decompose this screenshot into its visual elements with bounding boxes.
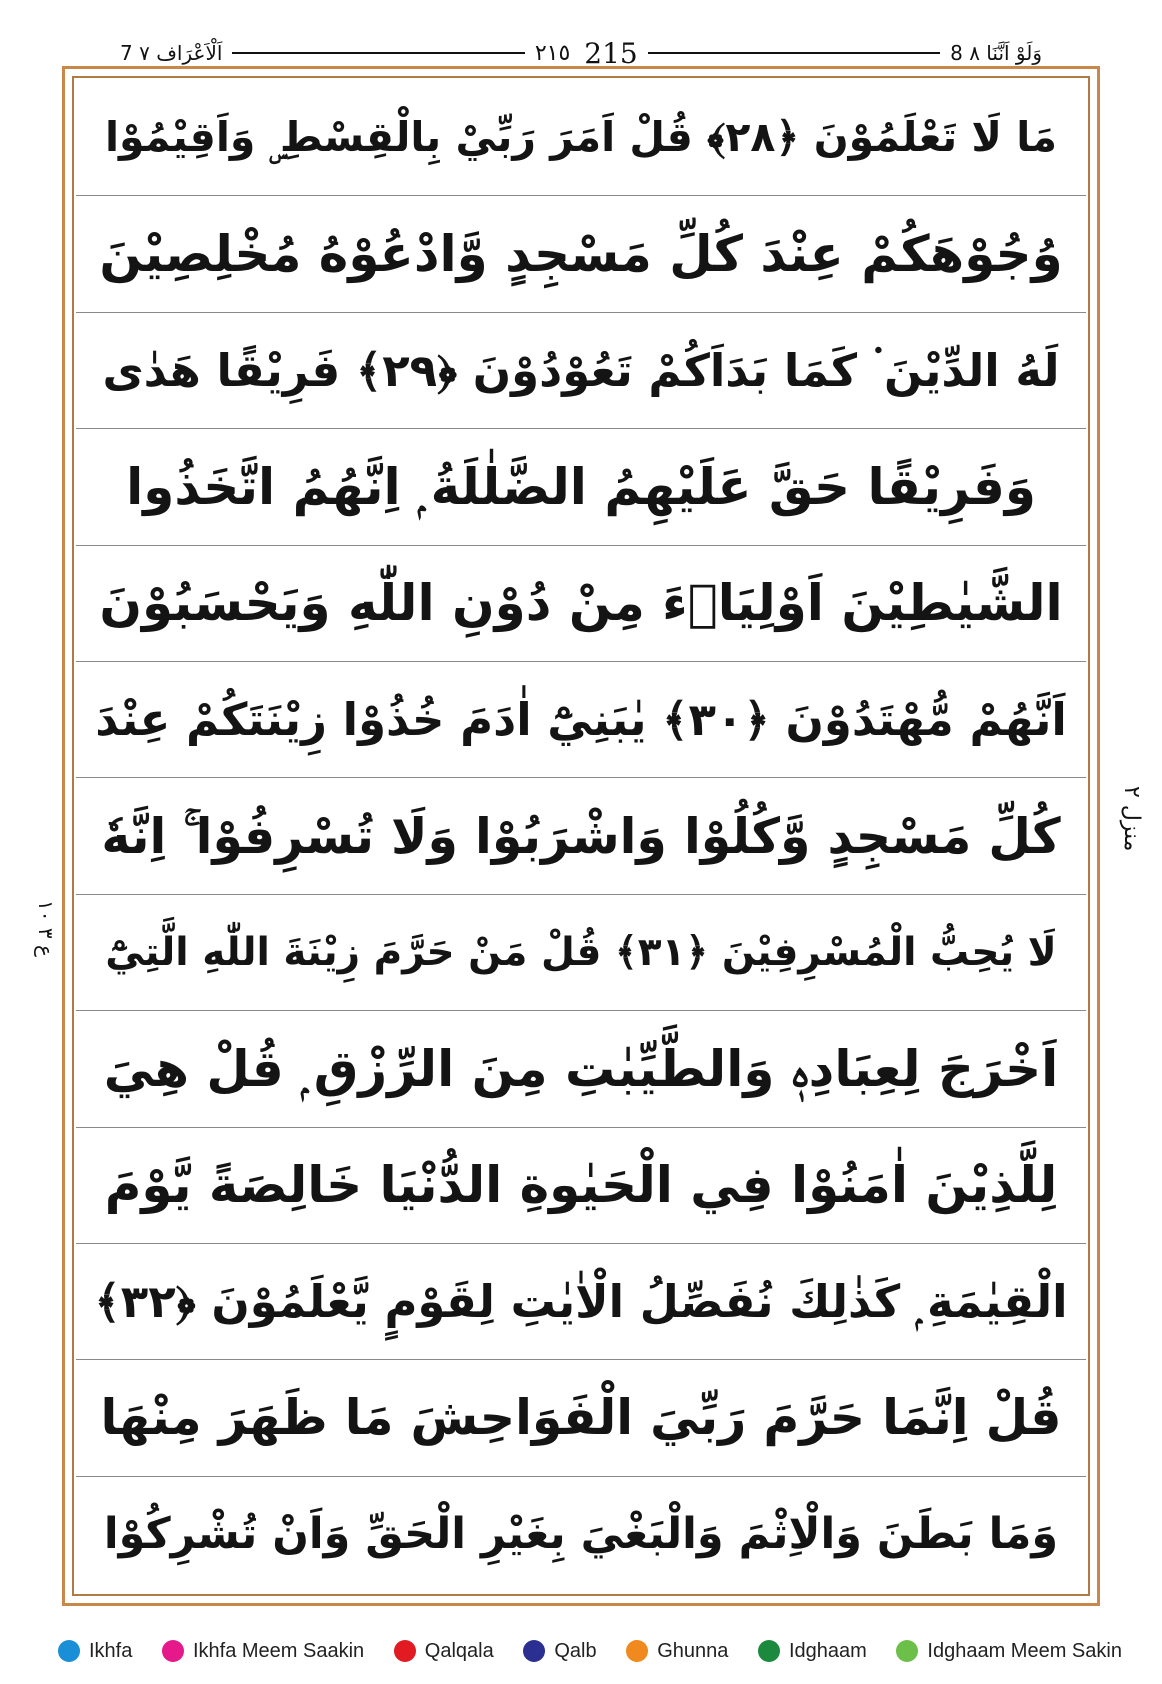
text-line	[76, 196, 1086, 312]
legend-label: Ikhfa Meem Saakin	[192, 1639, 365, 1662]
verse-line-text: كُلِّ مَسْجِدٍ وَّكُلُوْا وَاشْرَبُوْا وَلَا تُسْرِفُوْا ۚ اِنَّهٗ	[101, 807, 1061, 865]
legend-label: Ikhfa	[89, 1639, 133, 1662]
ruku-marker: ع ٣ ١٠	[34, 900, 58, 957]
verse-line-text: وُجُوْهَكُمْ عِنْدَ كُلِّ مَسْجِدٍ وَّادْعُوْهُ مُخْلِصِيْنَ	[99, 225, 1063, 284]
legend-dot-icon	[896, 1640, 918, 1662]
legend-dot-icon	[162, 1640, 184, 1662]
verse-line-text: لَا يُحِبُّ الْمُسْرِفِيْنَ ﴿٣١﴾ قُلْ مَنْ حَرَّمَ زِيْنَةَ اللّٰهِ الَّتِيْٓ	[105, 929, 1057, 975]
page-number-arabic: ٢١٥	[534, 40, 571, 66]
text-line	[76, 1360, 1086, 1476]
verse-line-text: وَفَرِيْقًا حَقَّ عَلَيْهِمُ الضَّلٰلَةُ ۭ اِنَّهُمُ اتَّخَذُوا	[126, 457, 1036, 516]
verse-line-text: اَنَّهُمْ مُّهْتَدُوْنَ ﴿٣٠﴾ يٰبَنِيْٓ اٰدَمَ خُذُوْا زِيْنَتَكُمْ عِنْدَ	[95, 693, 1067, 747]
legend-dot-icon	[523, 1640, 545, 1662]
text-line	[76, 1477, 1086, 1592]
verse-line-text: مَا لَا تَعْلَمُوْنَ ﴿٢٨﴾ قُلْ اَمَرَ رَبِّيْ بِالْقِسْطِ ۣ وَاَقِيْمُوْا	[104, 113, 1058, 162]
legend-item	[394, 1640, 494, 1663]
verse-line-text: لَهُ الدِّيْنَ ۬ كَمَا بَدَاَكُمْ تَعُوْدُوْنَ ﴿٢٩﴾ فَرِيْقًا هَدٰى	[102, 343, 1060, 397]
verse-line-text: قُلْ اِنَّمَا حَرَّمَ رَبِّيَ الْفَوَاحِشَ مَا ظَهَرَ مِنْهَا	[100, 1389, 1062, 1447]
text-line	[76, 546, 1086, 662]
text-line	[76, 80, 1086, 196]
page-header	[120, 38, 1042, 68]
legend-dot-icon	[58, 1640, 80, 1662]
text-line	[76, 1128, 1086, 1244]
text-line	[76, 662, 1086, 778]
legend-dot-icon	[626, 1640, 648, 1662]
legend-item	[523, 1640, 596, 1663]
verse-line-text: الْقِيٰمَةِ ۭ كَذٰلِكَ نُفَصِّلُ الْاٰيٰتِ لِقَوْمٍ يَّعْلَمُوْنَ ﴿٣٢﴾	[94, 1275, 1068, 1329]
tajweed-legend	[58, 1636, 1122, 1666]
legend-item	[758, 1640, 867, 1663]
text-line	[76, 1244, 1086, 1360]
text-line	[76, 895, 1086, 1011]
text-line	[76, 778, 1086, 894]
page-number-group	[535, 37, 638, 70]
quran-text-block	[76, 80, 1086, 1592]
legend-item	[58, 1640, 132, 1663]
legend-item	[896, 1640, 1122, 1663]
legend-label: Ghunna	[657, 1639, 729, 1662]
surah-label: 7 اَلْاَعْرَاف ٧	[120, 41, 223, 65]
legend-item	[626, 1640, 728, 1663]
header-rule-right	[648, 52, 940, 54]
legend-dot-icon	[394, 1640, 416, 1662]
text-line	[76, 313, 1086, 429]
text-line	[76, 1011, 1086, 1127]
legend-dot-icon	[758, 1640, 780, 1662]
legend-label: Idghaam Meem Sakin	[927, 1639, 1122, 1662]
manzil-marker: منزل ٢	[1119, 786, 1144, 852]
verse-line-text: وَمَا بَطَنَ وَالْاِثْمَ وَالْبَغْيَ بِغَيْرِ الْحَقِّ وَاَنْ تُشْرِكُوْا	[103, 1508, 1059, 1559]
header-rule-left	[232, 52, 524, 54]
verse-line-text: لِلَّذِيْنَ اٰمَنُوْا فِي الْحَيٰوةِ الدُّنْيَا خَالِصَةً يَّوْمَ	[104, 1156, 1058, 1215]
legend-item	[162, 1640, 364, 1663]
verse-line-text: الشَّيٰطِيْنَ اَوْلِيَاۗءَ مِنْ دُوْنِ اللّٰهِ وَيَحْسَبُوْنَ	[99, 574, 1063, 633]
legend-label: Idghaam	[788, 1639, 867, 1662]
legend-label: Qalqala	[424, 1639, 494, 1662]
verse-line-text: اَخْرَجَ لِعِبَادِهٖ وَالطَّيِّبٰتِ مِنَ الرِّزْقِ ۭ قُلْ هِيَ	[103, 1039, 1059, 1098]
page-number: 215	[584, 36, 638, 70]
text-line	[76, 429, 1086, 545]
juz-label: 8 وَلَوْ اَنَّنَا ٨	[950, 41, 1043, 65]
legend-label: Qalb	[554, 1639, 597, 1662]
